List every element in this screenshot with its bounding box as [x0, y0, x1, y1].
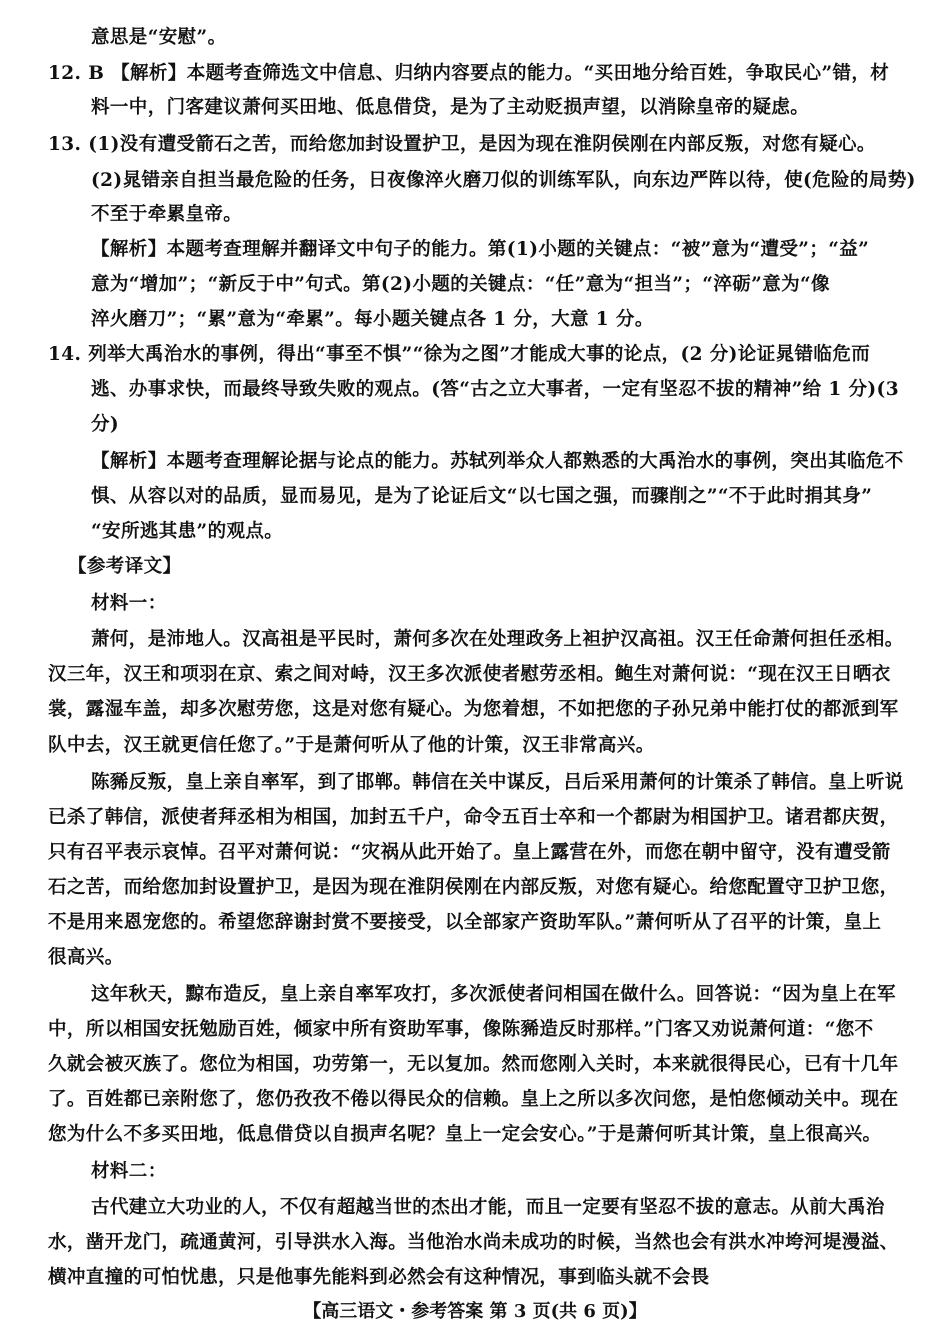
paragraph-line: 您为什么不多买田地，低息借贷以自损声名呢？皇上一定会安心。”于是萧何听其计策，皇上很高兴。: [48, 1124, 882, 1145]
answer-14-analysis-line: “安所逃其患”的观点。: [91, 521, 284, 542]
answer-13-analysis-line: 【解析】本题考查理解并翻译文中句子的能力。第(1)小题的关键点：“被”意为“遭受”；“益”: [91, 239, 870, 260]
answer-13-line: (2)晁错亲自担当最危险的任务，日夜像淬火磨刀似的训练军队，向东边严阵以待，使(危险的局势): [91, 170, 916, 191]
answer-13-line: 13. (1)没有遭受箭石之苦，而给您加封设置护卫，是因为现在淮阴侯刚在内部反叛，对您有疑心。: [48, 134, 876, 155]
answer-12-line: 12. B 【解析】本题考查筛选文中信息、归纳内容要点的能力。“买田地分给百姓，争取民心”错，材: [48, 63, 890, 84]
answer-14-line: 分): [91, 414, 120, 435]
material-2-label: 材料二：: [91, 1161, 167, 1182]
answer-14-analysis-line: 惧、从容以对的品质，显而易见，是为了论证后文“以七国之强，而骤削之”“不于此时捐其身”: [91, 486, 873, 507]
answer-13-analysis-line: 意为“增加”；“新反于中”句式。第(2)小题的关键点：“任”意为“担当”；“淬砺”意为“像: [91, 274, 830, 295]
paragraph-line: 石之苦，而给您加封设置护卫，是因为现在淮阴侯刚在内部反叛，对您有疑心。给您配置守卫护卫您，: [48, 877, 899, 898]
paragraph-line: 只有召平表示哀悼。召平对萧何说：“灾祸从此开始了。皇上露营在外，而您在朝中留守，没有遭受箭: [48, 842, 891, 863]
paragraph-line: 已杀了韩信，派使者拜丞相为相国，加封五千户，命令五百士卒和一个都尉为相国护卫。诸君都庆贺，: [48, 807, 899, 828]
answer-13-analysis-line: 淬火磨刀”；“累”意为“牵累”。每小题关键点各 1 分，大意 1 分。: [91, 309, 654, 330]
paragraph-line: 队中去，汉王就更信任您了。”于是萧何听从了他的计策，汉王非常高兴。: [48, 735, 655, 756]
paragraph-line: 不是用来恩宠您的。希望您辞谢封赏不要接受，以全部家产资助军队。”萧何听从了召平的计策，皇上: [48, 912, 882, 933]
material-1-label: 材料一：: [91, 593, 167, 614]
text-line: 意思是“安慰”。: [91, 27, 227, 48]
answer-13-line: 不至于牵累皇帝。: [91, 204, 243, 225]
paragraph-line: 久就会被灭族了。您位为相国，功劳第一，无以复加。然而您刚入关时，本来就很得民心，已有十几年: [48, 1054, 899, 1075]
answer-14-line: 逃、办事求快，而最终导致失败的观点。(答“古之立大事者，一定有坚忍不拔的精神”给 1 分)(3: [91, 379, 899, 400]
paragraph-line: 中，所以相国安抚勉励百姓，倾家中所有资助军事，像陈豨造反时那样。”门客又劝说萧何道：“您不: [48, 1019, 874, 1040]
paragraph-line: 很高兴。: [48, 947, 124, 968]
paragraph-line: 陈豨反叛，皇上亲自率军，到了邯郸。韩信在关中谋反，吕后采用萧何的计策杀了韩信。皇上听说: [91, 772, 904, 793]
paragraph-line: 汉三年，汉王和项羽在京、索之间对峙，汉王多次派使者慰劳丞相。鲍生对萧何说：“现在汉王日晒衣: [48, 664, 891, 685]
paragraph-line: 横冲直撞的可怕忧患，只是他事先能料到必然会有这种情况，事到临头就不会畏: [48, 1267, 710, 1288]
answer-14-analysis-line: 【解析】本题考查理解论据与论点的能力。苏轼列举众人都熟悉的大禹治水的事例，突出其临危不: [91, 451, 904, 472]
answer-12-line: 料一中，门客建议萧何买田地、低息借贷，是为了主动贬损声望，以消除皇帝的疑虑。: [91, 97, 810, 118]
answer-14-line: 14. 列举大禹治水的事例，得出“事至不惧”“徐为之图”才能成大事的论点，(2 分)论证晁错临危而: [48, 344, 871, 365]
paragraph-line: 古代建立大功业的人，不仅有超越当世的杰出才能，而且一定要有坚忍不拔的意志。从前大禹治: [91, 1197, 885, 1218]
paragraph-line: 水，凿开龙门，疏通黄河，引导洪水入海。当他治水尚未成功的时候，当然也会有洪水冲垮河堤漫溢、: [48, 1232, 899, 1253]
page-footer: 【高三语文・参考答案 第 3 页(共 6 页)】: [303, 1301, 647, 1322]
paragraph-line: 萧何，是沛地人。汉高祖是平民时，萧何多次在处理政务上袒护汉高祖。汉王任命萧何担任丞相。: [91, 629, 904, 650]
translation-heading: 【参考译文】: [68, 556, 182, 577]
paragraph-line: 了。百姓都已亲附您了，您仍孜孜不倦以得民众的信赖。皇上之所以多次问您，是怕您倾动关中。现在: [48, 1089, 899, 1110]
paragraph-line: 裳，露湿车盖，却多次慰劳您，这是对您有疑心。为您着想，不如把您的子孙兄弟中能打仗的都派到军: [48, 699, 899, 720]
paragraph-line: 这年秋天，黥布造反，皇上亲自率军攻打，多次派使者问相国在做什么。回答说：“因为皇上在军: [91, 984, 896, 1005]
